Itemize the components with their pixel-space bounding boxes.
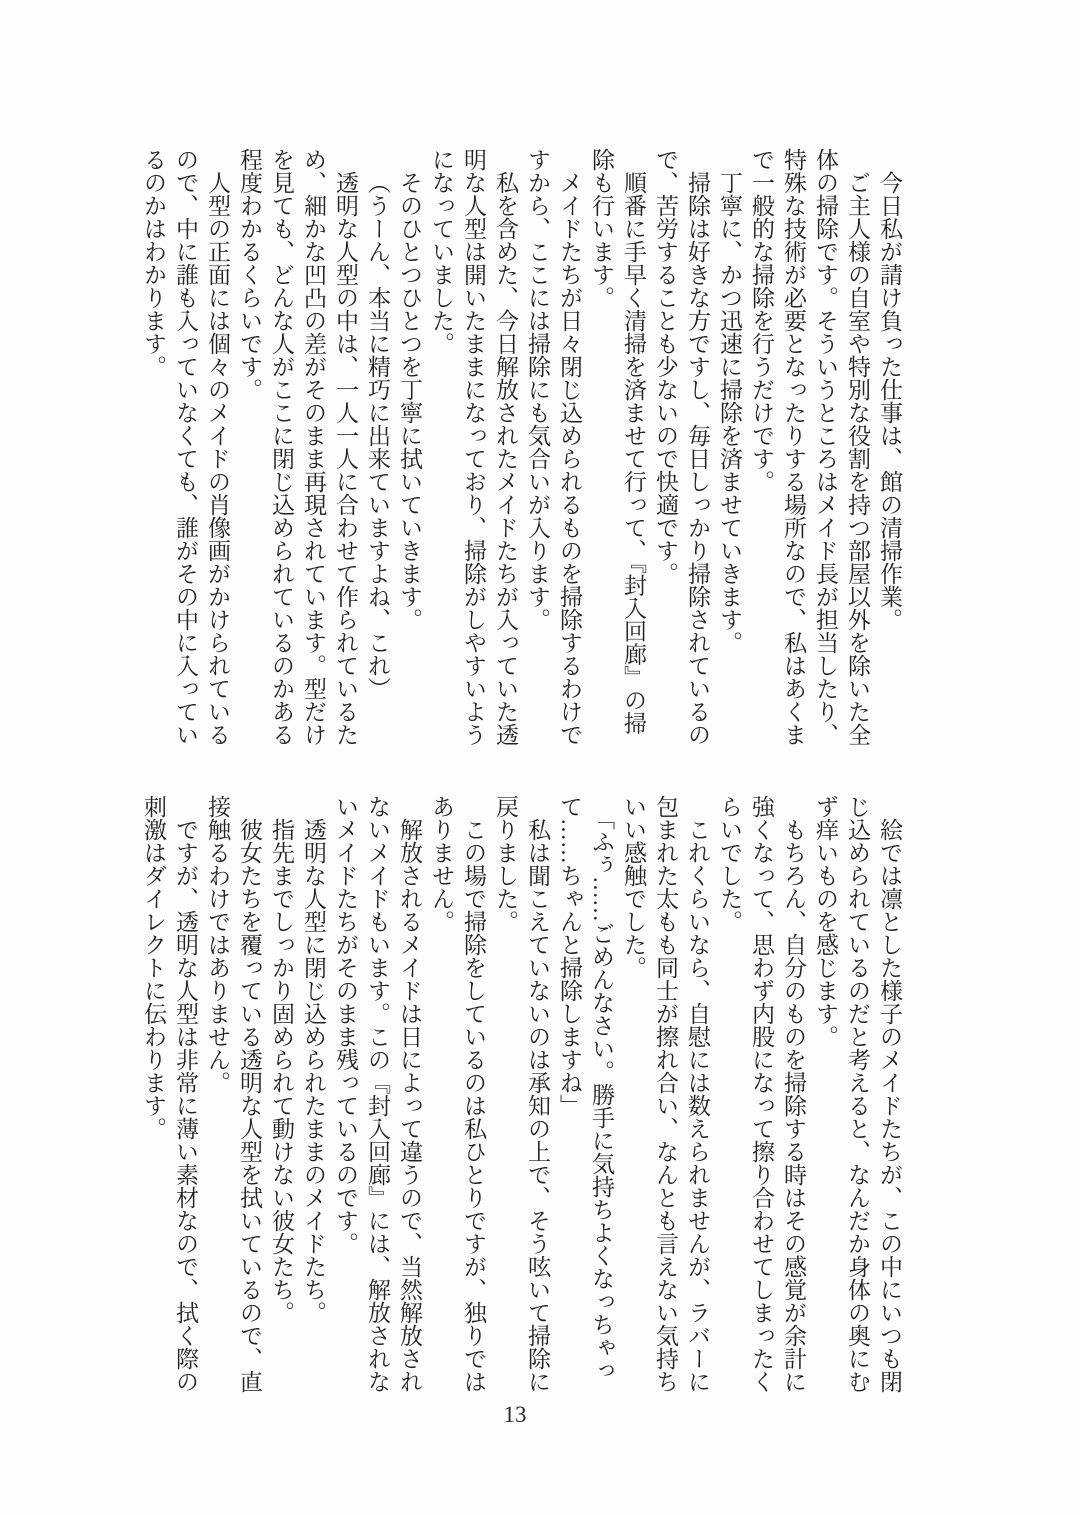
paragraph: そのひとつひとつを丁寧に拭いていきます。: [397, 171, 422, 631]
bottom-text-block: [125, 795, 905, 1397]
paragraph: ご主人様の自室や特別な役割を持つ部屋以外を除いた全体の掃除です。そういうところはメイド長が担当したり、特殊な技術が必要となったりする場所なので、私はあくまで一般的な掃除を行うだけです。: [749, 148, 870, 746]
paragraph: 解放されるメイドは日によって違うので、当然解放されないメイドもいます。この『封入回廊』には、解放されないメイドたちがそのまま残っているのです。: [333, 795, 422, 1393]
paragraph-quote: 「ふぅ……ごめんなさい。勝手に気持ちよくなっちゃって……ちゃんと掃除しますね」: [557, 795, 614, 1382]
paragraph: この場で掃除をしているのは私ひとりですが、独りではありません。: [429, 795, 486, 1393]
paragraph: 今日私が請け負った仕事は、館の清掃作業。: [877, 171, 902, 631]
paragraph: 順番に手早く清掃を済ませて行って、『封入回廊』の掃除も行います。: [589, 148, 646, 735]
paragraph: 人型の正面には個々のメイドの肖像画がかけられているので、中に誰も入っていなくても、誰がその中に入っているのかはわかります。: [141, 148, 230, 746]
paragraph: 丁寧に、かつ迅速に掃除を済ませていきます。: [717, 171, 742, 654]
paragraph: 透明な人型に閉じ込められたままのメイドたち。: [301, 818, 326, 1324]
page-number: 13: [503, 1402, 527, 1427]
paragraph: 私を含めた、今日解放されたメイドたちが入っていた透明な人型は開いたままになっており、掃除がしやすいようになっていました。: [429, 148, 518, 746]
top-text-block: [125, 148, 905, 750]
paragraph: メイドたちが日々閉じ込められるものを掃除するわけですから、ここには掃除にも気合いが入ります。: [525, 148, 582, 746]
paragraph: 指先までしっかり固められて動けない彼女たち。: [269, 818, 294, 1324]
paragraph: 掃除は好きな方ですし、毎日しっかり掃除されているので、苦労することも少ないので快適です。: [653, 148, 710, 746]
paragraph: 彼女たちを覆っている透明な人型を拭いているので、直接触るわけではありません。: [205, 795, 262, 1393]
paragraph: ですが、透明な人型は非常に薄い素材なので、拭く際の刺激はダイレクトに伝わります。: [141, 795, 198, 1393]
paragraph: もちろん、自分のものを掃除する時はその感覚が余計に強くなって、思わず内股になって擦り合わせてしまったくらいでした。: [717, 795, 806, 1393]
paragraph: 透明な人型の中は、一人一人に合わせて作られているため、細かな凹凸の差がそのまま再現されています。型だけを見ても、どんな人がここに閉じ込められているのかある程度わかるくらいです。: [237, 148, 358, 746]
paragraph: 絵では凛とした様子のメイドたちが、この中にいつも閉じ込められているのだと考えると、なんだか身体の奥にむず痒いものを感じます。: [813, 795, 902, 1393]
paragraph: （うーん、本当に精巧に出来ていますよね、これ）: [365, 171, 390, 700]
paragraph: 私は聞こえていないのは承知の上で、そう呟いて掃除に戻りました。: [493, 795, 550, 1393]
paragraph: これくらいなら、自慰には数えられませんが、ラバーに包まれた太もも同士が擦れ合い、なんとも言えない気持ちいい感触でした。: [621, 795, 710, 1393]
